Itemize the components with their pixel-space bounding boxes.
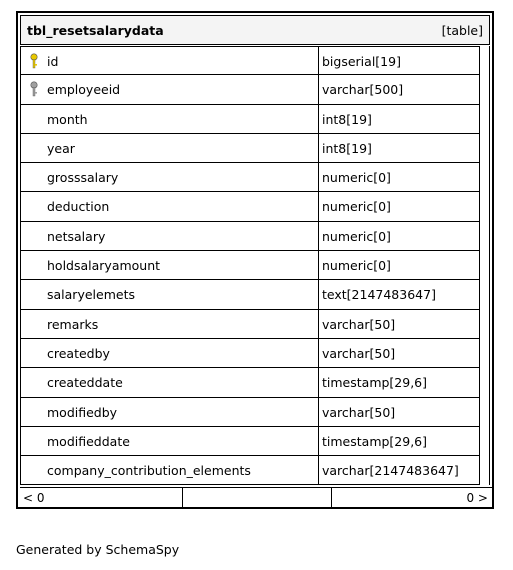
column-type-cell: [319, 427, 480, 455]
column-name-cell: [21, 280, 319, 308]
column-name-cell: [21, 222, 319, 250]
column-name[interactable]: salaryelemets: [47, 287, 135, 303]
column-row[interactable]: [21, 105, 480, 134]
column-type-cell: [319, 75, 480, 103]
column-name[interactable]: createdby: [47, 345, 110, 361]
column-name[interactable]: grosssalary: [47, 170, 119, 186]
column-name-cell: [21, 398, 319, 426]
column-row[interactable]: [21, 192, 480, 221]
column-row[interactable]: [21, 368, 480, 397]
column-type-cell: [319, 339, 480, 367]
column-name[interactable]: netsalary: [47, 228, 106, 244]
column-type-cell: [319, 280, 480, 308]
column-name-cell: [21, 192, 319, 220]
column-name-cell: [21, 310, 319, 338]
generated-by-note: Generated by SchemaSpy: [16, 542, 180, 557]
column-row[interactable]: [21, 427, 480, 456]
column-row[interactable]: [21, 134, 480, 163]
column-name[interactable]: id: [47, 54, 59, 69]
column-row[interactable]: [21, 251, 480, 280]
column-type: int8[19]: [322, 140, 372, 156]
column-name-cell: [21, 47, 319, 74]
column-name-cell: [21, 368, 319, 396]
column-row[interactable]: [21, 280, 480, 309]
column-name-cell: [21, 427, 319, 455]
column-type: numeric[0]: [322, 228, 391, 244]
column-type: numeric[0]: [322, 258, 391, 274]
column-type-cell: [319, 222, 480, 250]
column-type: varchar[500]: [322, 82, 404, 98]
column-type-cell: [319, 47, 480, 74]
column-type: numeric[0]: [322, 199, 391, 215]
column-name[interactable]: createddate: [47, 375, 123, 391]
table-name[interactable]: tbl_resetsalarydata: [27, 23, 164, 38]
table-node: [16, 11, 494, 509]
column-row[interactable]: [21, 310, 480, 339]
foreign-key-icon: [28, 81, 40, 97]
column-type: timestamp[29,6]: [322, 375, 428, 391]
column-name[interactable]: year: [47, 140, 75, 156]
column-row[interactable]: [21, 222, 480, 251]
child-count[interactable]: 0 >: [466, 491, 488, 505]
column-name-cell: [21, 134, 319, 162]
column-type: varchar[2147483647]: [322, 463, 459, 479]
column-name-cell: [21, 163, 319, 191]
column-name[interactable]: modifiedby: [47, 404, 118, 420]
column-name[interactable]: month: [47, 111, 88, 127]
column-name[interactable]: company_contribution_elements: [47, 463, 251, 479]
column-row[interactable]: [21, 398, 480, 427]
column-name[interactable]: holdsalaryamount: [47, 258, 161, 274]
column-type: int8[19]: [322, 111, 372, 127]
column-row[interactable]: [21, 163, 480, 192]
column-type-cell: [319, 192, 480, 220]
table-header: [20, 15, 490, 45]
column-type-cell: [319, 398, 480, 426]
primary-key-icon: [28, 53, 40, 69]
column-name-cell: [21, 105, 319, 133]
parent-count[interactable]: < 0: [23, 491, 45, 505]
column-row[interactable]: [21, 339, 480, 368]
column-type: bigserial[19]: [322, 54, 401, 69]
column-list: [20, 46, 480, 485]
column-type: varchar[50]: [322, 404, 396, 420]
column-name-cell: [21, 251, 319, 279]
column-name[interactable]: deduction: [47, 199, 110, 215]
column-name[interactable]: remarks: [47, 316, 99, 332]
column-type: varchar[50]: [322, 316, 396, 332]
column-row[interactable]: [21, 456, 480, 485]
column-row[interactable]: [21, 75, 480, 104]
column-type-cell: [319, 105, 480, 133]
column-name-cell: [21, 456, 319, 484]
column-type: numeric[0]: [322, 170, 391, 186]
table-kind-label: [table]: [441, 23, 483, 38]
relationship-footer: [20, 487, 492, 507]
footer-spacer: [183, 488, 332, 507]
column-name-cell: [21, 339, 319, 367]
column-type-cell: [319, 310, 480, 338]
column-type: timestamp[29,6]: [322, 433, 428, 449]
column-scrollbar[interactable]: [480, 46, 490, 485]
column-name[interactable]: modifieddate: [47, 433, 130, 449]
column-type-cell: [319, 163, 480, 191]
column-type-cell: [319, 251, 480, 279]
column-row[interactable]: [21, 46, 480, 75]
parent-count-cell: [20, 488, 183, 507]
column-type-cell: [319, 456, 480, 484]
column-type-cell: [319, 368, 480, 396]
child-count-cell: [332, 488, 492, 507]
column-type: text[2147483647]: [322, 287, 436, 303]
column-name[interactable]: employeeid: [47, 82, 121, 98]
column-type-cell: [319, 134, 480, 162]
column-type: varchar[50]: [322, 345, 396, 361]
column-name-cell: [21, 75, 319, 103]
